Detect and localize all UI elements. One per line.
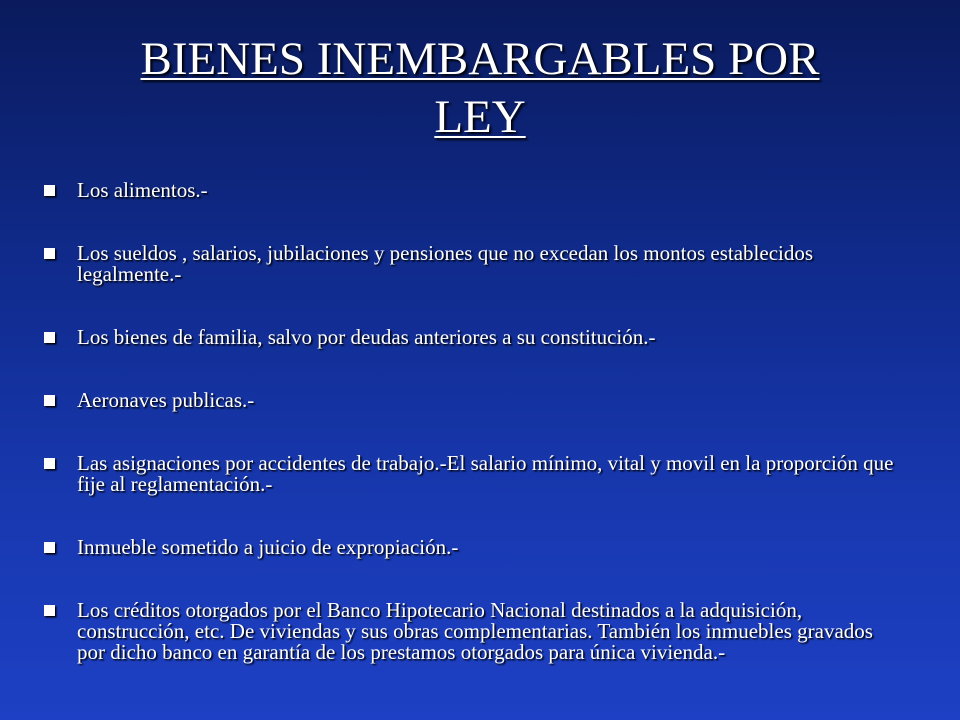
bullet-text: Los sueldos , salarios, jubilaciones y pensiones que no excedan los montos establecidos legalmente.- [77,241,814,286]
bullet-text: Las asignaciones por accidentes de trabajo.-El salario mínimo, vital y movil en la proporción que fije al reglamentación.- [77,451,894,496]
bullet-item [44,453,904,495]
bullet-text: Los bienes de familia, salvo por deudas anteriores a su constitución.- [77,325,656,349]
square-bullet-icon [44,395,55,406]
slide-title-line-1: BIENES INEMBARGABLES POR [140,33,820,85]
square-bullet-icon [44,185,55,196]
square-bullet-icon [44,605,55,616]
bullet-item [44,390,904,411]
square-bullet-icon [44,458,55,469]
square-bullet-icon [44,332,55,343]
bullet-text: Inmueble sometido a juicio de expropiación.- [77,535,459,559]
slide-title [60,30,900,146]
bullet-list [44,180,904,705]
bullet-item [44,600,904,663]
bullet-text: Los créditos otorgados por el Banco Hipotecario Nacional destinados a la adquisición, construcción, etc. De viviendas y sus obras complementarias. También los inmuebles gravados por dicho banco en garantía de los prestamos otorgados para única vivienda.- [77,598,873,664]
slide-title-line-2: LEY [434,91,526,143]
bullet-text: Aeronaves publicas.- [77,388,255,412]
bullet-item [44,180,904,201]
bullet-item [44,537,904,558]
bullet-item [44,243,904,285]
square-bullet-icon [44,542,55,553]
bullet-text: Los alimentos.- [77,178,208,202]
bullet-item [44,327,904,348]
square-bullet-icon [44,248,55,259]
